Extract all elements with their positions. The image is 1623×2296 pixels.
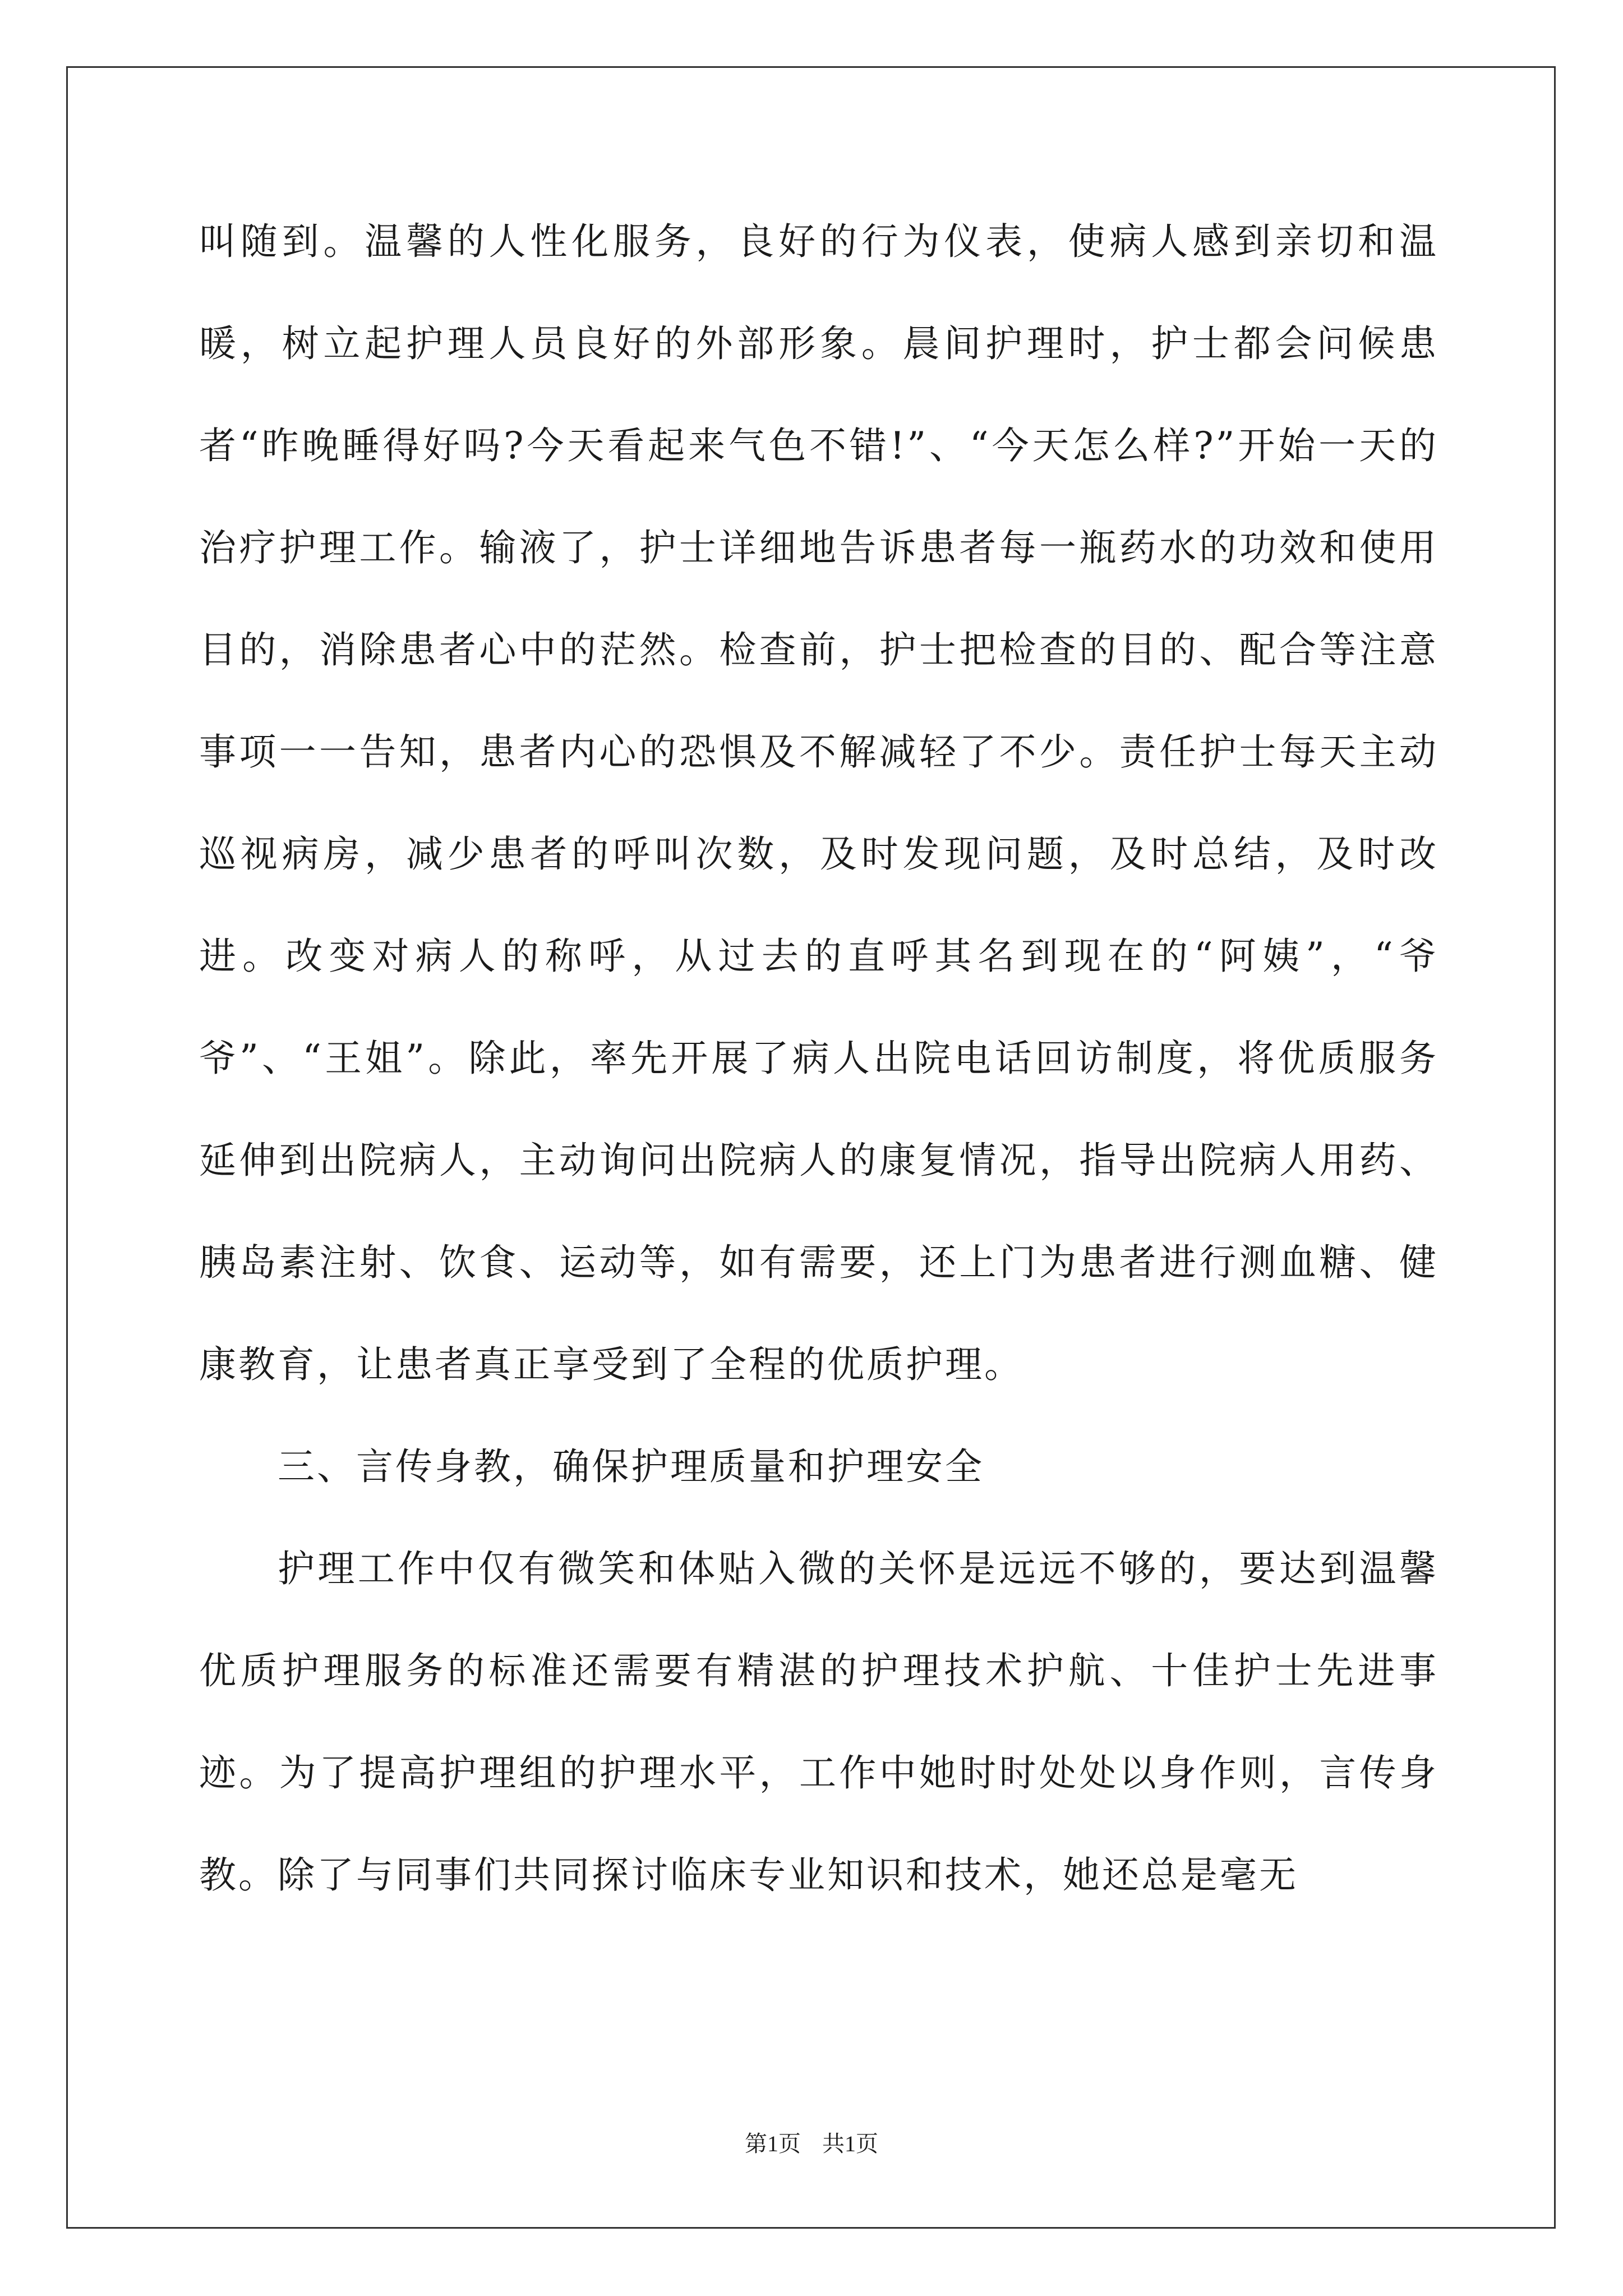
paragraph-continuation: 叫随到。温馨的人性化服务，良好的行为仪表，使病人感到亲切和温暖，树立起护理人员良好的外部形象。晨间护理时，护士都会问候患者“昨晚睡得好吗?今天看起来气色不错!”、“今天怎么样?”开始一天的治疗护理工作。输液了，护士详细地告诉患者每一瓶药水的功效和使用目的，消除患者心中的茫然。检查前，护士把检查的目的、配合等注意事项一一告知，患者内心的恐惧及不解减轻了不少。责任护士每天主动巡视病房，减少患者的呼叫次数，及时发现问题，及时总结，及时改进。改变对病人的称呼，从过去的直呼其名到现在的“阿姨”，“爷爷”、“王姐”。除此，率先开展了病人出院电话回访制度，将优质服务延伸到出院病人，主动询问出院病人的康复情况，指导出院病人用药、胰岛素注射、饮食、运动等，如有需要，还上门为患者进行测血糖、健康教育，让患者真正享受到了全程的优质护理。: [199, 220, 1438, 1386]
page-number-total: 共1页: [822, 2131, 878, 2156]
page-footer: [0, 2126, 1623, 2158]
document-body: [199, 191, 1438, 1926]
page-number-current: 第1页: [745, 2131, 801, 2156]
paragraph: 护理工作中仅有微笑和体贴入微的关怀是远远不够的，要达到温馨优质护理服务的标准还需要有精湛的护理技术护航、十佳护士先进事迹。为了提高护理组的护理水平，工作中她时时处处以身作则，言传身教。除了与同事们共同探讨临床专业知识和技术，她还总是毫无: [199, 1547, 1438, 1897]
section-heading: 三、言传身教，确保护理质量和护理安全: [278, 1445, 984, 1488]
